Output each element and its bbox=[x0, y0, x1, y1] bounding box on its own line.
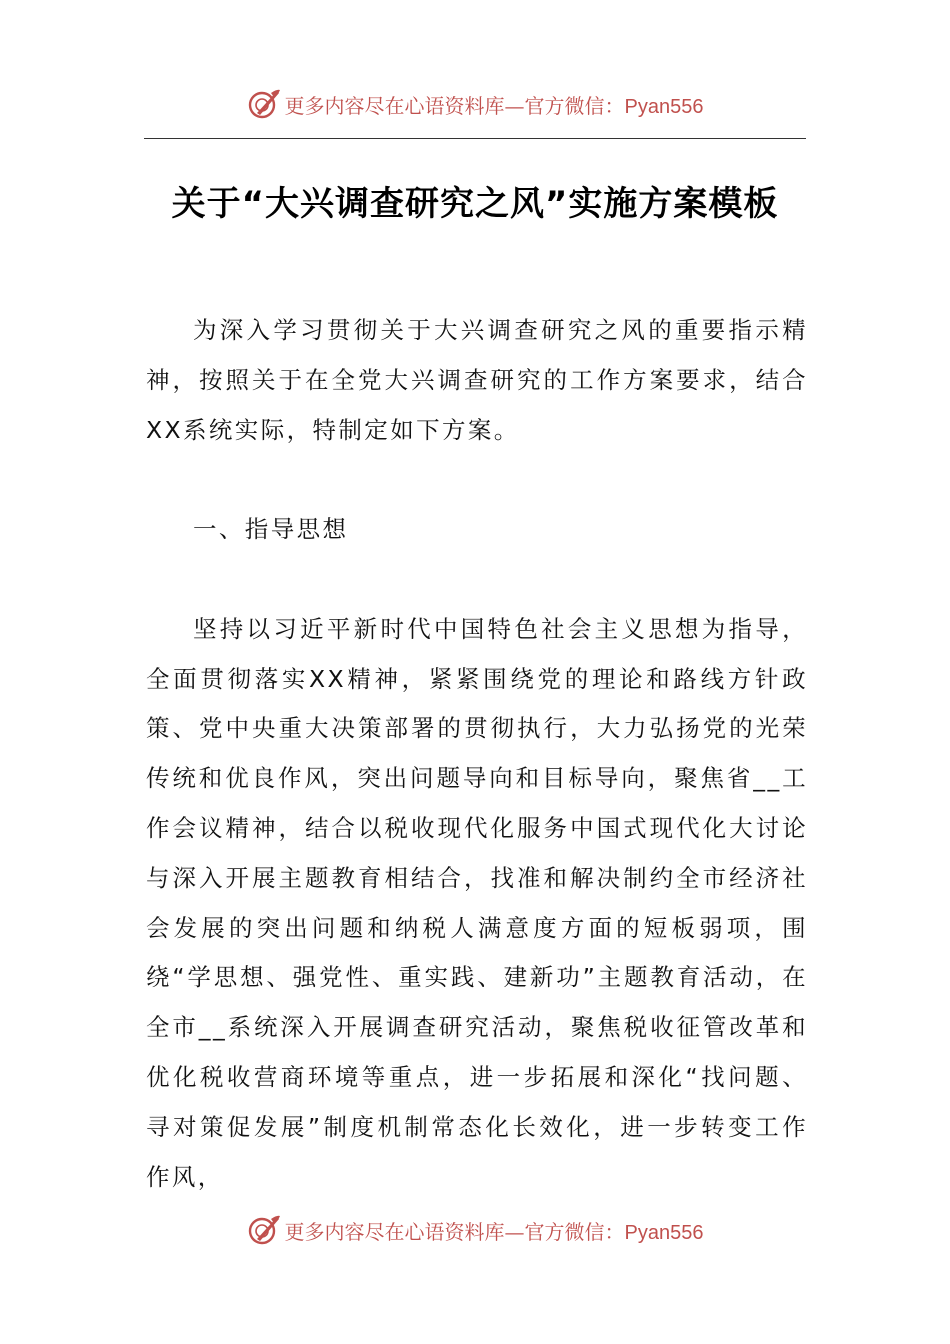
header-banner bbox=[0, 82, 950, 126]
section-heading: 一、指导思想 bbox=[193, 515, 349, 544]
document-body bbox=[146, 306, 808, 1202]
section-paragraph: 坚持以习近平新时代中国特色社会主义思想为指导，全面贯彻落实XX精神，紧紧围绕党的理论和路线方针政策、党中央重大决策部署的贯彻执行，大力弘扬党的光荣传统和优良作风，突出问题导向和目标导向，聚焦省__工作会议精神，结合以税收现代化服务中国式现代化大讨论与深入开展主题教育相结合，找准和解决制约全市经济社会发展的突出问题和纳税人满意度方面的短板弱项，围绕“学思想、强党性、重实践、建新功”主题教育活动，在全市__系统深入开展调查研究活动，聚焦税收征管改革和优化税收营商环境等重点，进一步拓展和深化“找问题、寻对策促发展”制度机制常态化长效化，进一步转变工作作风， bbox=[146, 614, 808, 1191]
banner-text bbox=[285, 1216, 704, 1245]
quill-circle-icon bbox=[247, 1213, 281, 1247]
document-title: 关于“大兴调查研究之风”实施方案模板 bbox=[171, 184, 779, 224]
header-divider bbox=[144, 138, 806, 139]
quill-circle-icon bbox=[247, 87, 281, 121]
footer-banner bbox=[0, 1208, 950, 1252]
banner-label: 更多内容尽在心语资料库—官方微信： bbox=[284, 1219, 625, 1244]
intro-paragraph: 为深入学习贯彻关于大兴调查研究之风的重要指示精神，按照关于在全党大兴调查研究的工作方案要求，结合XX系统实际，特制定如下方案。 bbox=[146, 316, 808, 444]
banner-text bbox=[285, 90, 704, 119]
wechat-id: Pyan556 bbox=[624, 95, 704, 118]
wechat-id: Pyan556 bbox=[624, 1221, 704, 1244]
banner-label: 更多内容尽在心语资料库—官方微信： bbox=[284, 93, 625, 118]
